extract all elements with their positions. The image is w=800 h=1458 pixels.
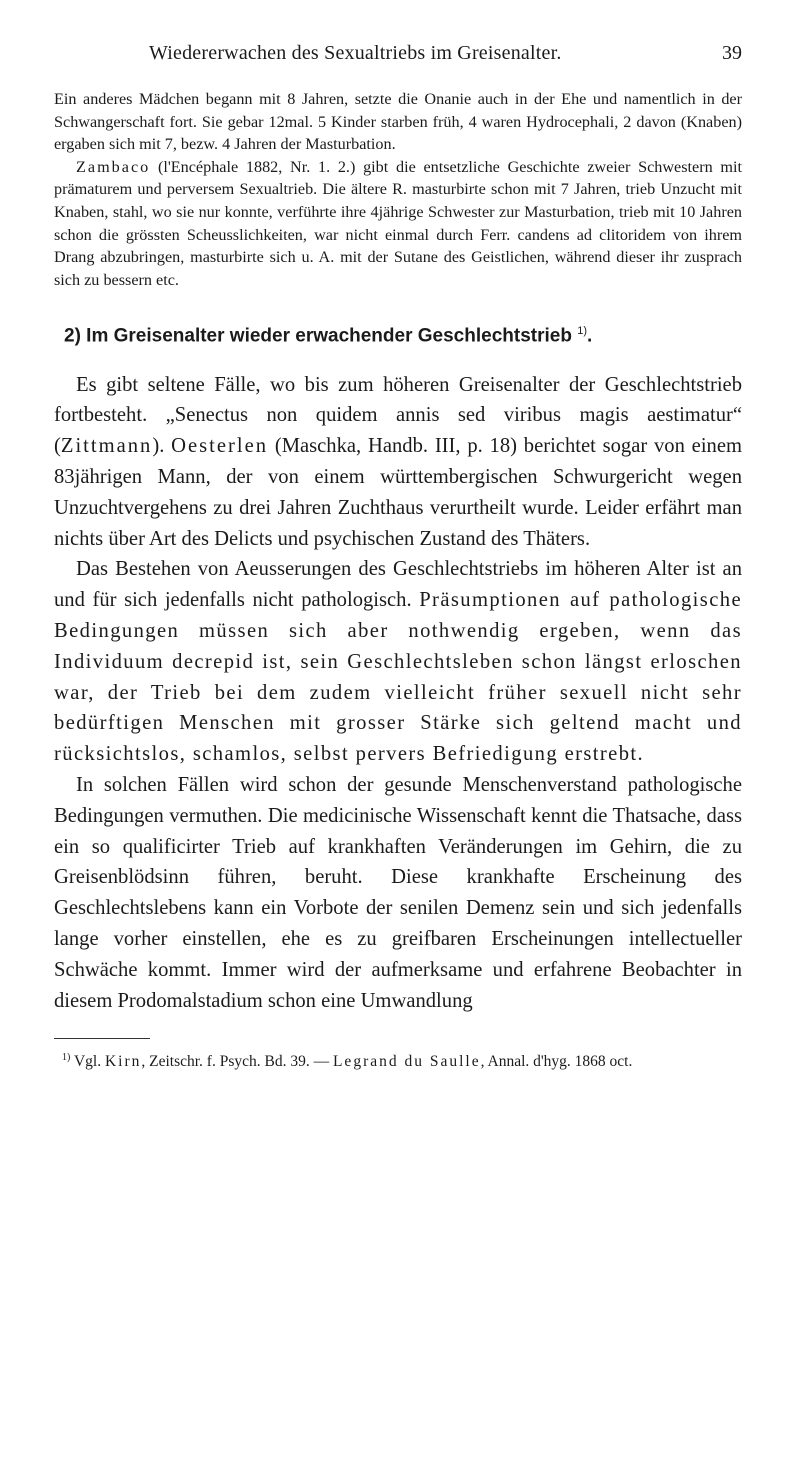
footnote-rule [54, 1038, 150, 1039]
running-title: Wiedererwachen des Sexualtriebs im Greisenalter. [149, 42, 562, 64]
footnote-reference: 1) [577, 325, 587, 338]
main-text [54, 370, 742, 1017]
emphasized-text: Präsumptionen auf pathologische Bedingungen müssen sich aber nothwendig ergeben, wenn das Individuum decrepid ist, sein Geschlechtsleben schon längst erloschen war, der Trieb bei dem zudem vielleicht früher sexuell nicht sehr bedürftigen Menschen mit grosser Stärke sich geltend macht und rücksichtslos, schamlos, selbst pervers Befriedigung erstrebt. [54, 589, 742, 766]
footnote-marker: 1) [62, 1052, 71, 1064]
case-paragraph-2-text: (l'Encéphale 1882, Nr. 1. 2.) gibt die entsetzliche Geschichte zweier Schwestern mit prämaturem und perversem Sexualtrieb. Die ältere R. masturbirte schon mit 7 Jahren, trieb Unzucht mit Knaben, stahl, wo sie nur konnte, verführte ihre 4jährige Schwester zur Masturbation, trieb mit 10 Jahren schon die grössten Scheusslichkeiten, war nicht einmal durch Ferr. candens ad clitoridem von ihrem Drang abzubringen, masturbirte sich u. A. mit der Sutane des Geistlichen, während dieser ihr zusprach sich zu bessern etc. [54, 157, 742, 289]
author-name: Legrand du Saulle [332, 1053, 481, 1071]
footnote: $^{1)}$ Vgl. Kirn, Zeitschr. f. Psych. Bd. 39. — Legrand du Saulle, Annal. d'hyg. 1868 oct. [62, 1052, 633, 1071]
body-paragraph-2: Das Bestehen von Aeusserungen des Geschlechtstriebs im höheren Alter ist an und für sich jedenfalls nicht pathologisch. Präsumptionen auf pathologische Bedingungen müssen sich aber nothwendig ergeben, wenn das Individuum decrepid ist, sein Geschlechtsleben schon längst erloschen war, der Trieb bei dem zudem vielleicht früher sexuell nicht sehr bedürftigen Menschen mit grosser Stärke sich geltend macht und rücksichtslos, schamlos, selbst pervers Befriedigung erstrebt. [54, 558, 742, 766]
author-name: Kirn [104, 1053, 142, 1071]
section-heading-text: 2) Im Greisenalter wieder erwachender Geschlechtstrieb [64, 325, 572, 347]
book-page [54, 0, 742, 1073]
section-heading: 2) Im Greisenalter wieder erwachender Geschlechtstrieb $^{1)}$. [64, 325, 593, 347]
page-number: 39 [722, 42, 742, 64]
author-name: Oesterlen [171, 435, 269, 458]
case-paragraph-1: Ein anderes Mädchen begann mit 8 Jahren, setzte die Onanie auch in der Ehe und namentlich in der Schwangerschaft fort. Sie gebar 12mal. 5 Kinder starben früh, 4 waren Hydrocephali, 2 davon (Knaben) ergaben sich mit 7, bezw. 4 Jahren der Masturbation. [54, 90, 742, 154]
case-paragraph-2 [54, 156, 742, 292]
body-paragraph-3: In solchen Fällen wird schon der gesunde Menschenverstand pathologische Bedingungen vermuthen. Die medicinische Wissenschaft kennt die Thatsache, dass ein so qualificirter Trieb auf krankhaften Veränderungen im Gehirn, die zu Greisenblödsinn führen, beruht. Diese krankhafte Erscheinung des Geschlechtslebens kann ein Vorbote der senilen Demenz sein und sich jedenfalls lange vorher einstellen, ehe es zu greifbaren Erscheinungen intellectueller Schwäche kommt. Immer wird der aufmerksame und erfahrene Beobachter in diesem Prodomalstadium schon eine Umwandlung [54, 774, 742, 1012]
running-head [54, 42, 742, 78]
author-name: Zambaco [76, 157, 151, 176]
case-report-block [54, 88, 742, 291]
body-paragraph-1: Es gibt seltene Fälle, wo bis zum höheren Greisenalter der Geschlechtstrieb fortbesteht. „Senectus non quidem annis sed viribus magis aestimatur“ (Zittmann). Oesterlen (Maschka, Handb. III, p. 18) berichtet sogar von einem 83jährigen Mann, der von einem württembergischen Schwurgericht wegen Unzuchtvergehens zu drei Jahren Zuchthaus verurtheilt wurde. Leider erfährt man nichts über Art des Delicts und psychischen Zustand des Thäters. [54, 373, 742, 550]
author-name: Zittmann [60, 435, 153, 458]
